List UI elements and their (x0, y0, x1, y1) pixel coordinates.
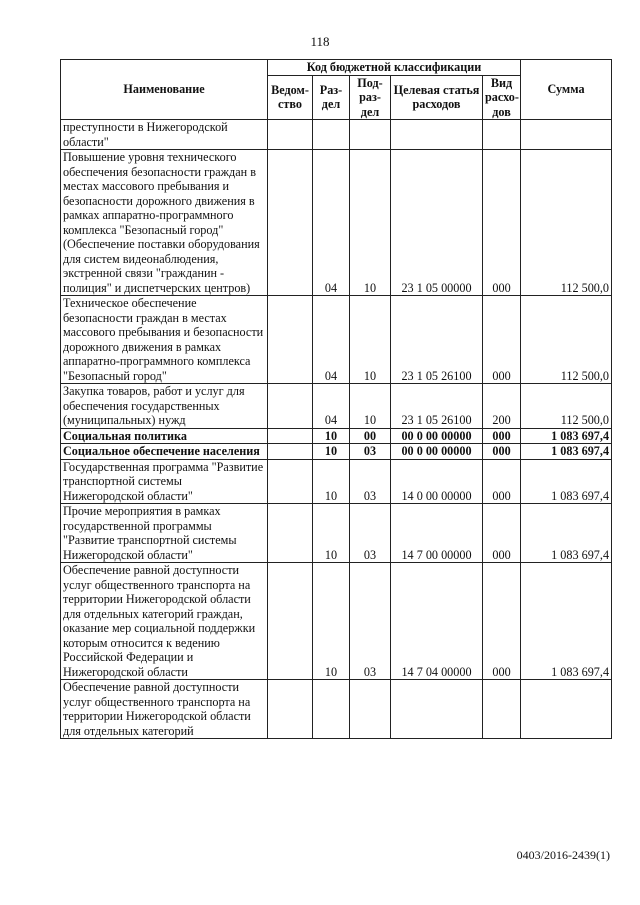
row-name: Техническое обеспечение безопасности граждан в местах массового пребывания и безопасности дорожного движения в рамках аппаратно-программного комплекса "Безопасный город" (61, 296, 268, 384)
row-podrazdel: 03 (350, 504, 391, 563)
header-expense-type-label: Вид расхо-дов (485, 75, 519, 119)
row-name: Обеспечение равной доступности услуг общественного транспорта на территории Нижегородской области для отдельных категорий (61, 680, 268, 739)
row-sum: 112 500,0 (521, 384, 612, 429)
table-row (61, 459, 612, 504)
row-podrazdel: 00 (350, 428, 391, 444)
row-razdel: 10 (313, 459, 350, 504)
row-vedomstvo (268, 384, 313, 429)
row-sum (521, 680, 612, 739)
row-podrazdel: 10 (350, 296, 391, 384)
header-name: Наименование (61, 60, 268, 120)
row-vedomstvo (268, 296, 313, 384)
row-expense-type: 000 (483, 428, 521, 444)
document-code: 0403/2016-2439(1) (516, 848, 610, 862)
row-name: Прочие мероприятия в рамках государственной программы "Развитие транспортной системы Нижегородской области" (61, 504, 268, 563)
row-name: Повышение уровня технического обеспечения безопасности граждан в местах массового пребывания и безопасности дорожного движения в рамках аппаратно-программного комплекса "Безопасный город" (Обеспечение поставки оборудования для систем видеонаблюдения, экстренной связи "гражданин - полиция" и диспетчерских центров) (61, 150, 268, 296)
header-target-article-label: Целевая статья расходов (393, 82, 480, 112)
row-target-article: 14 0 00 00000 (391, 459, 483, 504)
row-target-article: 14 7 04 00000 (391, 563, 483, 680)
row-target-article: 23 1 05 00000 (391, 150, 483, 296)
row-sum: 1 083 697,4 (521, 459, 612, 504)
row-name: Обеспечение равной доступности услуг общественного транспорта на территории Нижегородской области для отдельных категорий граждан, оказание мер социальной поддержки которым относится к ведению Российской Федерации и Нижегородской области (61, 563, 268, 680)
row-sum: 112 500,0 (521, 296, 612, 384)
row-podrazdel: 03 (350, 459, 391, 504)
row-expense-type (483, 120, 521, 150)
row-name: преступности в Нижегородской области" (61, 120, 268, 150)
row-razdel: 10 (313, 504, 350, 563)
header-vedomstvo-label: Ведом-ство (271, 82, 309, 112)
table-row (61, 563, 612, 680)
table-row (61, 444, 612, 460)
row-razdel (313, 120, 350, 150)
page-number: 118 (310, 34, 330, 49)
row-target-article (391, 120, 483, 150)
row-vedomstvo (268, 428, 313, 444)
row-sum: 1 083 697,4 (521, 428, 612, 444)
header-classification-code: Код бюджетной классификации (268, 60, 521, 76)
row-sum: 1 083 697,4 (521, 563, 612, 680)
row-expense-type: 000 (483, 444, 521, 460)
row-sum (521, 120, 612, 150)
budget-table (60, 59, 612, 739)
row-razdel: 10 (313, 428, 350, 444)
row-expense-type: 000 (483, 459, 521, 504)
row-vedomstvo (268, 504, 313, 563)
table-row (61, 384, 612, 429)
row-name: Социальное обеспечение населения (61, 444, 268, 460)
row-podrazdel (350, 120, 391, 150)
table-row (61, 120, 612, 150)
header-expense-type (483, 75, 521, 120)
row-razdel: 10 (313, 444, 350, 460)
table-row (61, 296, 612, 384)
row-razdel: 04 (313, 150, 350, 296)
row-name: Государственная программа "Развитие транспортной системы Нижегородской области" (61, 459, 268, 504)
row-name: Социальная политика (61, 428, 268, 444)
row-expense-type (483, 680, 521, 739)
row-target-article: 00 0 00 00000 (391, 444, 483, 460)
row-podrazdel: 03 (350, 444, 391, 460)
row-target-article: 14 7 00 00000 (391, 504, 483, 563)
row-sum: 1 083 697,4 (521, 444, 612, 460)
row-razdel: 10 (313, 563, 350, 680)
row-razdel (313, 680, 350, 739)
row-expense-type: 000 (483, 504, 521, 563)
row-vedomstvo (268, 680, 313, 739)
table-row (61, 680, 612, 739)
row-expense-type: 000 (483, 563, 521, 680)
row-vedomstvo (268, 444, 313, 460)
row-podrazdel (350, 680, 391, 739)
header-sum: Сумма (521, 60, 612, 120)
header-razdel (313, 75, 350, 120)
row-name: Закупка товаров, работ и услуг для обеспечения государственных (муниципальных) нужд (61, 384, 268, 429)
header-target-article (391, 75, 483, 120)
header-razdel-label: Раз-дел (319, 82, 343, 112)
table-row (61, 428, 612, 444)
row-expense-type: 000 (483, 150, 521, 296)
table-row (61, 150, 612, 296)
row-vedomstvo (268, 150, 313, 296)
header-podrazdel (350, 75, 391, 120)
row-vedomstvo (268, 563, 313, 680)
row-podrazdel: 03 (350, 563, 391, 680)
row-target-article (391, 680, 483, 739)
row-target-article: 00 0 00 00000 (391, 428, 483, 444)
row-razdel: 04 (313, 296, 350, 384)
row-razdel: 04 (313, 384, 350, 429)
row-podrazdel: 10 (350, 150, 391, 296)
row-target-article: 23 1 05 26100 (391, 384, 483, 429)
row-vedomstvo (268, 120, 313, 150)
row-expense-type: 000 (483, 296, 521, 384)
row-sum: 112 500,0 (521, 150, 612, 296)
row-target-article: 23 1 05 26100 (391, 296, 483, 384)
table-row (61, 504, 612, 563)
row-sum: 1 083 697,4 (521, 504, 612, 563)
row-podrazdel: 10 (350, 384, 391, 429)
row-vedomstvo (268, 459, 313, 504)
table-body (61, 120, 612, 739)
row-expense-type: 200 (483, 384, 521, 429)
header-vedomstvo (268, 75, 313, 120)
header-podrazdel-label: Под-раз-дел (357, 75, 383, 119)
